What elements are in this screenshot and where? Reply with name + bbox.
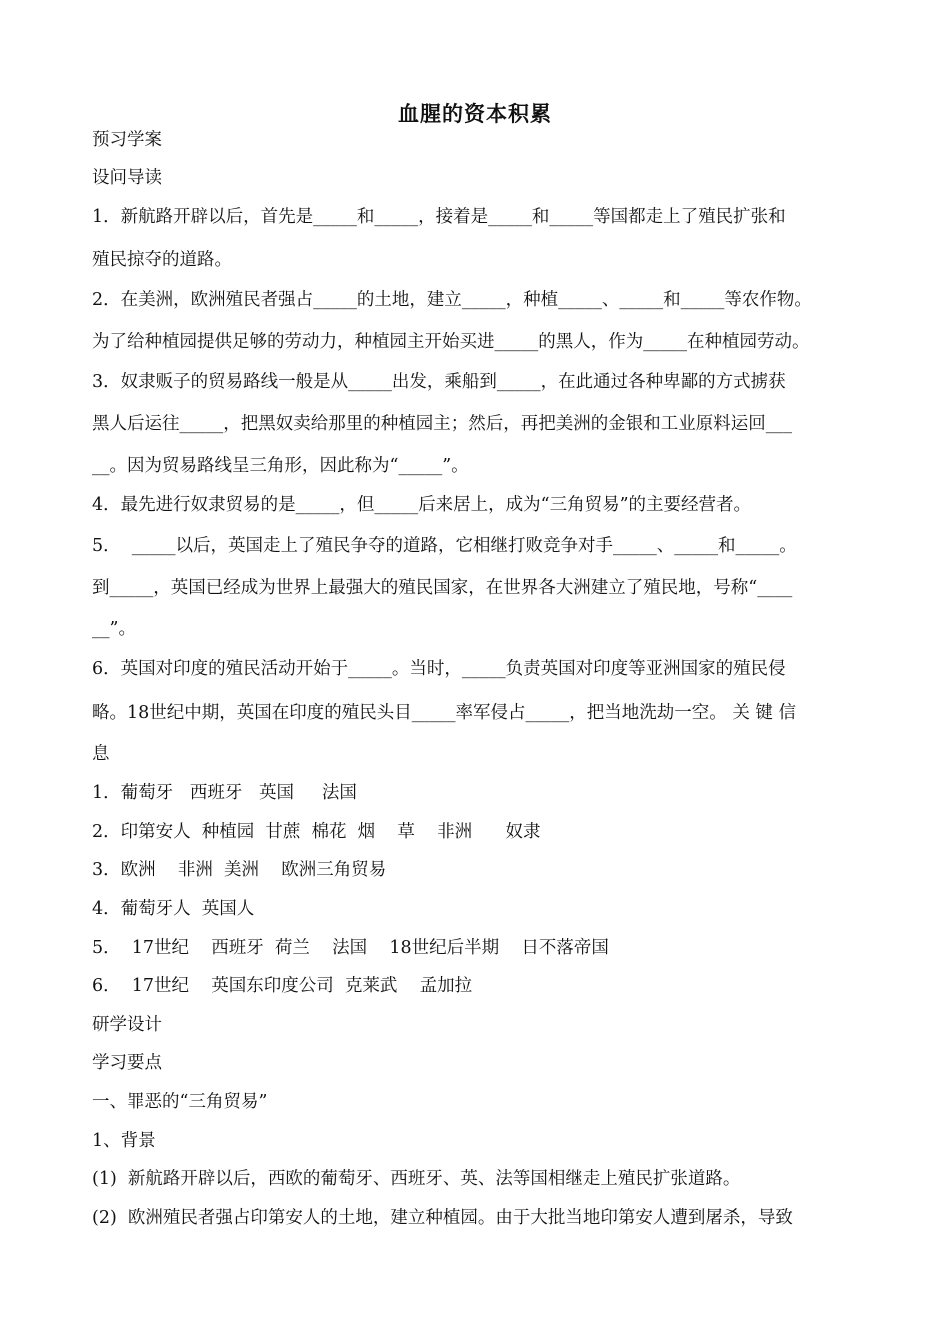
answer-line: 2．印第安人 种植园 甘蔗 棉花 烟 草 非洲 奴隶 (92, 822, 541, 842)
document-title: 血腥的资本积累 (398, 102, 552, 126)
answer-line: 1．葡萄牙 西班牙 英国 法国 (92, 783, 357, 803)
section-heading: 学习要点 (92, 1053, 162, 1073)
answer-line: 4．葡萄牙人 英国人 (92, 899, 255, 919)
text-line: (2) 欧洲殖民者强占印第安人的土地，建立种植园。由于大批当地印第安人遭到屠杀，导致 (92, 1208, 793, 1228)
text-line: (1) 新航路开辟以后，西欧的葡萄牙、西班牙、英、法等国相继走上殖民扩张道路。 (92, 1169, 741, 1189)
text-line: __。因为贸易路线呈三角形，因此称为“_____”。 (92, 456, 469, 476)
answer-line: 3．欧洲 非洲 美洲 欧洲三角贸易 (92, 860, 387, 880)
text-line: 息 (92, 744, 110, 764)
text-line: 黑人后运往_____，把黑奴卖给那里的种植园主；然后，再把美洲的金银和工业原料运回___ (92, 414, 792, 434)
text-line: 1、背景 (92, 1131, 156, 1151)
text-line: 殖民掠夺的道路。 (92, 250, 232, 270)
section-heading: 一、罪恶的“三角贸易” (92, 1092, 268, 1112)
text-line: 略。18世纪中期，英国在印度的殖民头目_____率军侵占_____，把当地洗劫一空。 关 键 信 (92, 703, 796, 723)
text-line: 1．新航路开辟以后，首先是_____和_____，接着是_____和_____等国都走上了殖民扩张和 (92, 207, 786, 227)
section-heading: 研学设计 (92, 1015, 162, 1035)
answer-line: 6． 17世纪 英国东印度公司 克莱武 孟加拉 (92, 976, 473, 996)
text-line: 到_____，英国已经成为世界上最强大的殖民国家，在世界各大洲建立了殖民地，号称“____ (92, 578, 793, 598)
text-line: 为了给种植园提供足够的劳动力，种植园主开始买进_____的黑人，作为_____在种植园劳动。 (92, 332, 810, 352)
text-line: 5． _____以后，英国走上了殖民争夺的道路，它相继打败竞争对手_____、_____和_____。 (92, 536, 797, 556)
text-line: 4．最先进行奴隶贸易的是_____，但_____后来居上，成为“三角贸易”的主要经营者。 (92, 495, 752, 515)
section-heading: 预习学案 (92, 130, 162, 150)
text-line: 2．在美洲，欧洲殖民者强占_____的土地，建立_____，种植_____、_____和_____等农作物。 (92, 290, 812, 310)
section-heading: 设问导读 (92, 168, 162, 188)
answer-line: 5． 17世纪 西班牙 荷兰 法国 18世纪后半期 日不落帝国 (92, 938, 609, 958)
text-line: 6．英国对印度的殖民活动开始于_____。当时，_____负责英国对印度等亚洲国家的殖民侵 (92, 659, 786, 679)
text-line: __”。 (92, 619, 136, 639)
text-line: 3．奴隶贩子的贸易路线一般是从_____出发，乘船到_____，在此通过各种卑鄙的方式掳获 (92, 372, 786, 392)
